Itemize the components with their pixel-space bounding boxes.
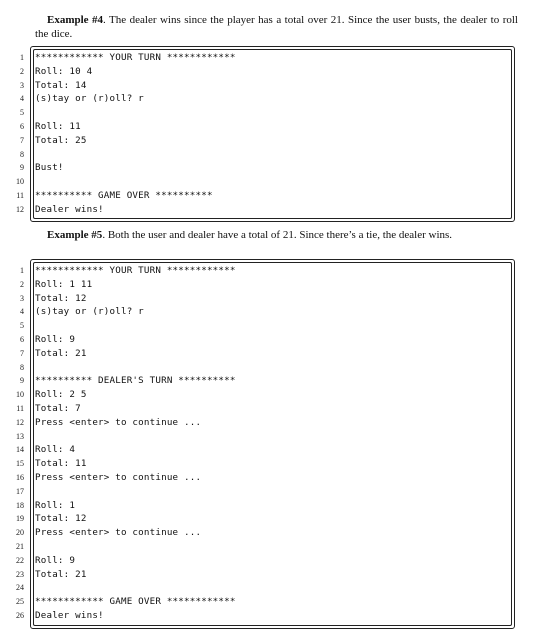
code-text: Bust! — [35, 162, 64, 174]
code-text: Total: 12 — [35, 513, 87, 525]
code-line — [0, 416, 559, 430]
code-text: Dealer wins! — [35, 610, 104, 621]
code-text: Roll: 2 5 — [35, 389, 87, 401]
code-line — [0, 148, 559, 162]
code-line — [0, 540, 559, 554]
code-text: Roll: 1 11 — [35, 278, 93, 290]
line-number: 24 — [16, 583, 24, 593]
code-line — [0, 305, 559, 319]
line-number: 2 — [20, 279, 24, 289]
example-4-label: Example #4 — [47, 14, 104, 26]
code-line — [0, 374, 559, 388]
line-number: 12 — [16, 417, 24, 427]
code-text: Total: 7 — [35, 403, 81, 414]
code-text: (s)tay or (r)oll? r — [35, 306, 144, 318]
example-5-code-listing — [0, 259, 559, 631]
code-line — [0, 499, 559, 513]
code-line — [0, 203, 559, 217]
code-text: Total: 11 — [35, 458, 87, 470]
line-number: 1 — [20, 53, 24, 62]
code-line — [0, 388, 559, 402]
code-line — [0, 526, 559, 540]
code-line — [0, 554, 559, 568]
line-number: 6 — [20, 122, 24, 131]
example-5-label: Example #5 — [47, 229, 103, 241]
line-number: 9 — [20, 376, 24, 386]
line-number: 7 — [20, 348, 24, 358]
code-text: (s)tay or (r)oll? r — [35, 93, 144, 105]
code-line — [0, 568, 559, 582]
code-text: Roll: 11 — [35, 121, 81, 132]
line-number: 6 — [20, 335, 24, 344]
code-line — [0, 471, 559, 485]
line-number: 8 — [20, 362, 24, 372]
code-line — [0, 402, 559, 416]
code-text: Press <enter> to continue ... — [35, 472, 202, 483]
line-number: 4 — [20, 94, 24, 104]
code-text: Total: 25 — [35, 134, 87, 146]
line-number: 19 — [16, 514, 24, 524]
code-text: ************ GAME OVER ************ — [35, 596, 236, 608]
code-text: ************ YOUR TURN ************ — [35, 265, 236, 276]
line-number: 3 — [20, 293, 24, 303]
code-line — [0, 65, 559, 79]
line-number: 25 — [16, 597, 24, 607]
line-number: 14 — [16, 445, 24, 455]
line-number: 9 — [20, 163, 24, 173]
code-line — [0, 430, 559, 444]
example-4-paragraph — [35, 13, 518, 41]
line-number: 4 — [20, 307, 24, 317]
line-number: 2 — [20, 66, 24, 76]
code-line — [0, 120, 559, 134]
code-text: Roll: 10 4 — [35, 65, 93, 77]
code-line — [0, 189, 559, 203]
line-number: 16 — [16, 473, 24, 482]
example-5-description: . Both the user and dealer have a total of 21. Since there’s a tie, the dealer wins. — [102, 229, 453, 241]
example-4-description: . The dealer wins since the player has a total over 21. Since the user busts, the dealer to roll the dice. — [35, 14, 518, 40]
code-text: ********** DEALER'S TURN ********** — [35, 375, 236, 387]
code-line — [0, 264, 559, 278]
code-line — [0, 106, 559, 120]
code-line — [0, 79, 559, 93]
code-text: Roll: 4 — [35, 444, 76, 456]
code-text: Dealer wins! — [35, 203, 104, 215]
code-line — [0, 92, 559, 106]
example-5-paragraph — [35, 228, 518, 242]
line-number: 13 — [16, 431, 24, 441]
code-text: Total: 12 — [35, 292, 87, 304]
code-text: Total: 21 — [35, 568, 87, 580]
code-text: Roll: 9 — [35, 554, 76, 566]
code-line — [0, 175, 559, 189]
code-line — [0, 51, 559, 65]
code-line — [0, 581, 559, 595]
line-number: 10 — [16, 177, 24, 187]
line-number: 20 — [16, 528, 24, 538]
code-text: Total: 14 — [35, 79, 87, 91]
code-text: ********** GAME OVER ********** — [35, 190, 213, 201]
code-line — [0, 161, 559, 175]
example-4-code-listing — [0, 46, 559, 224]
code-line — [0, 347, 559, 361]
line-number: 15 — [16, 459, 24, 469]
code-text: Roll: 9 — [35, 334, 76, 345]
line-number: 3 — [20, 80, 24, 90]
line-number: 1 — [20, 266, 24, 275]
code-text: Roll: 1 — [35, 499, 76, 511]
code-line — [0, 485, 559, 499]
code-line — [0, 278, 559, 292]
line-number: 11 — [16, 404, 24, 413]
code-line — [0, 319, 559, 333]
line-number: 12 — [16, 204, 24, 214]
line-number: 11 — [16, 191, 24, 200]
code-text: Press <enter> to continue ... — [35, 527, 202, 539]
code-line — [0, 512, 559, 526]
line-number: 17 — [16, 486, 24, 496]
line-number: 5 — [20, 108, 24, 118]
line-number: 26 — [16, 611, 24, 620]
code-line — [0, 134, 559, 148]
line-number: 7 — [20, 135, 24, 145]
line-number: 8 — [20, 149, 24, 159]
code-text: Press <enter> to continue ... — [35, 416, 202, 428]
line-number: 22 — [16, 555, 24, 565]
line-number: 18 — [16, 500, 24, 510]
code-line — [0, 292, 559, 306]
code-text: Total: 21 — [35, 347, 87, 359]
code-line — [0, 457, 559, 471]
line-number: 23 — [16, 569, 24, 579]
line-number: 21 — [16, 542, 24, 551]
line-number: 5 — [20, 321, 24, 331]
code-line — [0, 333, 559, 347]
code-line — [0, 443, 559, 457]
code-line — [0, 361, 559, 375]
code-text: ************ YOUR TURN ************ — [35, 52, 236, 63]
code-line — [0, 609, 559, 623]
code-line — [0, 595, 559, 609]
line-number: 10 — [16, 390, 24, 400]
